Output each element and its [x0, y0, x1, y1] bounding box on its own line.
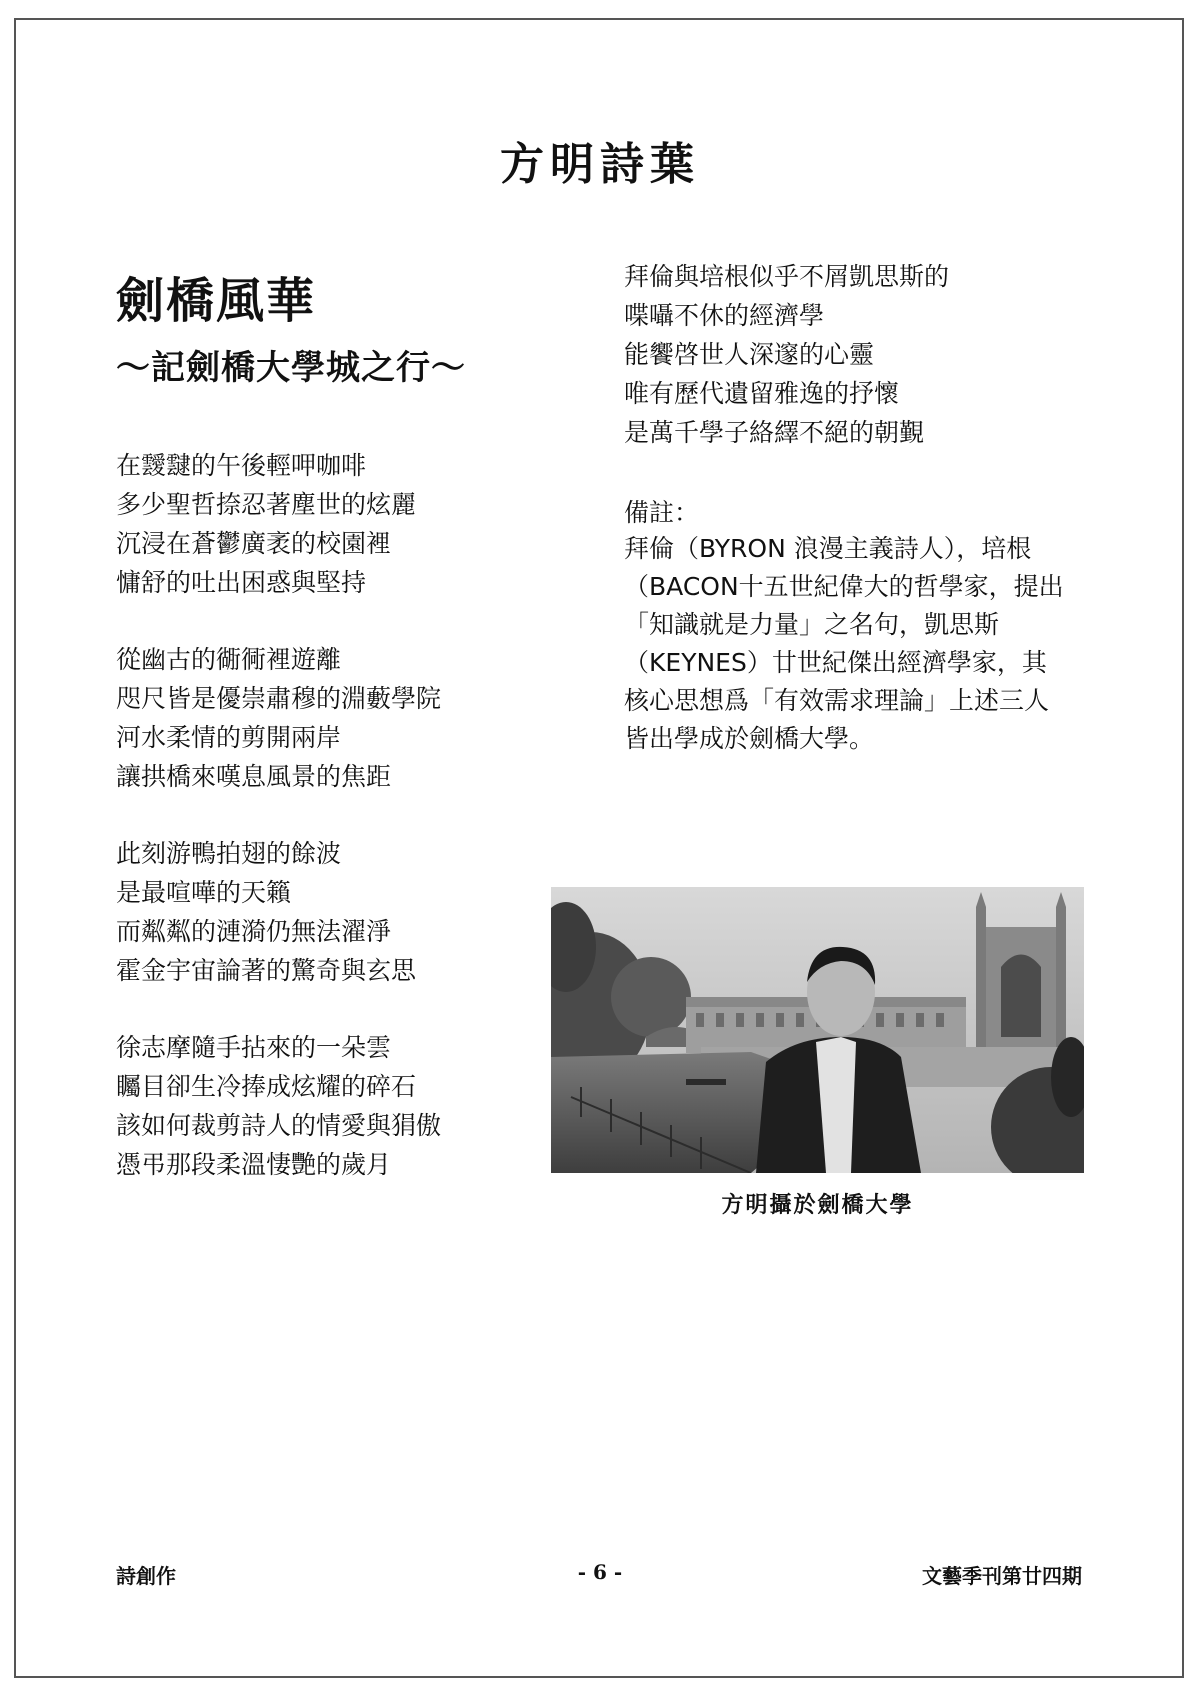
note-label: 備註：	[624, 498, 700, 527]
poem-line: 咫尺皆是優崇肅穆的淵藪學院	[116, 684, 442, 713]
poem-line: 憑弔那段柔溫悽艷的歲月	[116, 1150, 392, 1179]
poem-line: 慵舒的吐出困惑與堅持	[116, 568, 367, 597]
poem-title: 劍橋風華	[116, 273, 317, 329]
poem-stanza	[116, 1028, 556, 1184]
poem-line: 而粼粼的漣漪仍無法濯淨	[116, 917, 392, 946]
poem-left-column	[116, 446, 556, 1222]
poem-stanza	[116, 834, 556, 990]
poem-stanza	[116, 446, 556, 602]
poem-right-column	[624, 257, 1094, 490]
footer-section: 詩創作	[116, 1564, 176, 1588]
page-title: 方明詩葉	[500, 139, 700, 190]
poem-line: 從幽古的衚衕裡遊離	[116, 645, 342, 674]
poem-line: 河水柔情的剪開兩岸	[116, 723, 342, 752]
poem-subtitle: ～記劍橋大學城之行～	[116, 348, 466, 388]
poem-line: 矚目卻生冷捧成炫耀的碎石	[116, 1072, 417, 1101]
note-line: （BACON十五世紀偉大的哲學家，提出	[624, 572, 1064, 601]
page-number: - 6 -	[577, 1560, 623, 1584]
poem-line: 此刻游鴨拍翅的餘波	[116, 839, 342, 868]
cambridge-photo	[551, 887, 1084, 1173]
footer-issue: 文藝季刊第廿四期	[922, 1564, 1082, 1588]
note-line: 拜倫（BYRON 浪漫主義詩人），培根	[624, 534, 1032, 563]
poem-line: 在靉靆的午後輕呷咖啡	[116, 451, 367, 480]
note-line: （KEYNES）廿世紀傑出經濟學家，其	[624, 648, 1047, 677]
note-body	[624, 530, 1090, 758]
poem-stanza	[116, 640, 556, 796]
note-line: 皆出學成於劍橋大學。	[624, 724, 875, 753]
poem-line: 能饗啓世人深邃的心靈	[624, 340, 875, 369]
note-line: 核心思想爲「有效需求理論」上述三人	[624, 686, 1050, 715]
poem-line: 讓拱橋來嘆息風景的焦距	[116, 762, 392, 791]
poem-line: 多少聖哲捺忍著塵世的炫麗	[116, 490, 417, 519]
poem-line: 是最喧嘩的天籟	[116, 878, 292, 907]
photo-caption: 方明攝於劍橋大學	[721, 1192, 914, 1218]
poem-stanza	[624, 257, 1094, 452]
poem-line: 拜倫與培根似乎不屑凱思斯的	[624, 262, 950, 291]
poem-line: 沉浸在蒼鬱廣袤的校園裡	[116, 529, 392, 558]
note-line: 「知識就是力量」之名句，凱思斯	[624, 610, 1000, 639]
poem-line: 是萬千學子絡繹不絕的朝覲	[624, 418, 925, 447]
poem-line: 徐志摩隨手拈來的一朵雲	[116, 1033, 392, 1062]
poem-line: 喋囁不休的經濟學	[624, 301, 825, 330]
poem-line: 該如何裁剪詩人的情愛與狷傲	[116, 1111, 442, 1140]
poem-line: 唯有歷代遺留雅逸的抒懷	[624, 379, 900, 408]
poem-line: 霍金宇宙論著的驚奇與玄思	[116, 956, 417, 985]
note-block	[624, 496, 1090, 758]
